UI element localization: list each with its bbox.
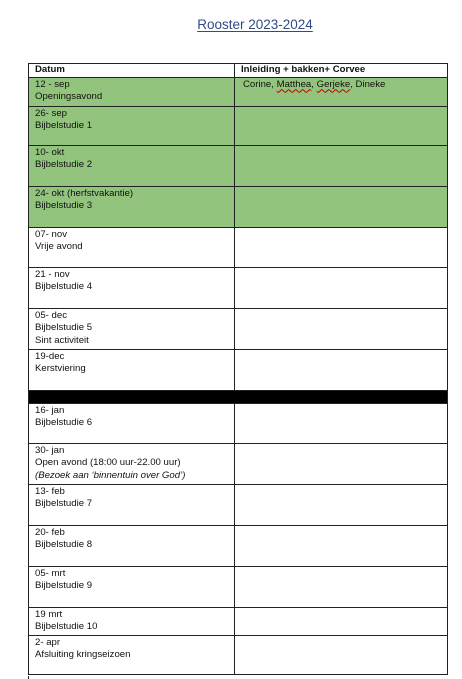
table-row bbox=[29, 267, 448, 308]
table-row bbox=[29, 227, 448, 267]
row-activity: Bijbelstudie 10 bbox=[35, 621, 98, 633]
inleiding-cell bbox=[235, 443, 448, 484]
row-activity: Bijbelstudie 5 bbox=[35, 322, 93, 334]
inleiding-cell bbox=[235, 106, 448, 145]
datum-cell bbox=[29, 267, 235, 308]
row-date: 30- jan bbox=[35, 444, 65, 456]
row-date: 2- apr bbox=[35, 636, 61, 648]
inleiding-cell bbox=[235, 403, 448, 443]
table-row bbox=[29, 525, 448, 566]
row-date: 24- okt (herfstvakantie) bbox=[35, 187, 134, 199]
row-date: 05- mrt bbox=[35, 567, 66, 579]
row-activity: Bijbelstudie 9 bbox=[35, 580, 93, 592]
row-activity: Openingsavond bbox=[35, 91, 103, 103]
datum-cell bbox=[29, 443, 235, 484]
section-break-bar bbox=[29, 390, 448, 403]
datum-cell bbox=[29, 635, 235, 674]
inleiding-cell bbox=[235, 525, 448, 566]
datum-cell bbox=[29, 484, 235, 525]
table-row bbox=[29, 349, 448, 390]
row-activity: Bijbelstudie 7 bbox=[35, 498, 93, 510]
inleiding-cell bbox=[235, 267, 448, 308]
table-row bbox=[29, 566, 448, 607]
datum-cell bbox=[29, 525, 235, 566]
table-header-row bbox=[29, 64, 448, 78]
volunteer-name: Matthea bbox=[276, 78, 312, 90]
datum-cell bbox=[29, 403, 235, 443]
datum-cell bbox=[29, 145, 235, 186]
table-row bbox=[29, 484, 448, 525]
row-date: 07- nov bbox=[35, 228, 67, 240]
inleiding-cell bbox=[235, 607, 448, 635]
inleiding-cell bbox=[235, 308, 448, 349]
row-date: 10- okt bbox=[35, 146, 65, 158]
row-date: 20- feb bbox=[35, 526, 65, 538]
header-datum: Datum bbox=[29, 64, 235, 78]
row-activity: Kerstviering bbox=[35, 363, 86, 375]
row-activity: Bijbelstudie 4 bbox=[35, 281, 93, 293]
datum-cell bbox=[29, 186, 235, 227]
section-break-row bbox=[29, 390, 448, 403]
datum-cell bbox=[29, 566, 235, 607]
row-activity: Open avond (18:00 uur-22.00 uur) bbox=[35, 457, 181, 469]
table-row bbox=[29, 145, 448, 186]
inleiding-cell bbox=[235, 484, 448, 525]
inleiding-cell bbox=[235, 566, 448, 607]
volunteer-name: Gerjeke bbox=[316, 78, 351, 90]
table-row bbox=[29, 186, 448, 227]
table-row bbox=[29, 308, 448, 349]
table-row bbox=[29, 607, 448, 635]
row-date: 21 - nov bbox=[35, 268, 70, 280]
row-date: 05- dec bbox=[35, 309, 67, 321]
volunteer-name: Corine, bbox=[243, 78, 277, 90]
inleiding-cell bbox=[235, 227, 448, 267]
row-activity: Bijbelstudie 6 bbox=[35, 417, 93, 429]
datum-cell bbox=[29, 227, 235, 267]
inleiding-cell bbox=[235, 77, 448, 106]
row-activity: Bijbelstudie 2 bbox=[35, 159, 93, 171]
row-activity: Afsluiting kringseizoen bbox=[35, 649, 131, 661]
volunteer-name: , Dineke bbox=[350, 78, 386, 90]
inleiding-cell bbox=[235, 145, 448, 186]
page-title: Rooster 2023-2024 bbox=[197, 17, 313, 32]
inleiding-cell bbox=[235, 635, 448, 674]
row-activity: Bijbelstudie 3 bbox=[35, 200, 93, 212]
table-row bbox=[29, 106, 448, 145]
table-row bbox=[29, 403, 448, 443]
datum-cell bbox=[29, 106, 235, 145]
row-date: 13- feb bbox=[35, 485, 65, 497]
header-inleiding: Inleiding + bakken+ Corvee bbox=[235, 64, 448, 78]
table-row bbox=[29, 635, 448, 674]
row-date: 19 mrt bbox=[35, 608, 63, 620]
schedule-body bbox=[29, 77, 448, 674]
volunteer-name: , bbox=[311, 78, 317, 90]
row-date: 19-dec bbox=[35, 350, 65, 362]
row-date: 16- jan bbox=[35, 404, 65, 416]
row-activity: Vrije avond bbox=[35, 241, 83, 253]
row-activity-note: (Bezoek aan ‘binnentuin over God’) bbox=[35, 469, 186, 481]
datum-cell bbox=[29, 77, 235, 106]
schedule-table bbox=[28, 63, 448, 675]
datum-cell bbox=[29, 349, 235, 390]
row-activity: Sint activiteit bbox=[35, 334, 89, 346]
inleiding-cell bbox=[235, 186, 448, 227]
inleiding-cell bbox=[235, 349, 448, 390]
datum-cell bbox=[29, 607, 235, 635]
datum-cell bbox=[29, 308, 235, 349]
row-activity: Bijbelstudie 1 bbox=[35, 120, 93, 132]
row-date: 26- sep bbox=[35, 107, 67, 119]
table-row bbox=[29, 77, 448, 106]
row-activity: Bijbelstudie 8 bbox=[35, 539, 93, 551]
table-row bbox=[29, 443, 448, 484]
row-date: 12 - sep bbox=[35, 78, 70, 90]
